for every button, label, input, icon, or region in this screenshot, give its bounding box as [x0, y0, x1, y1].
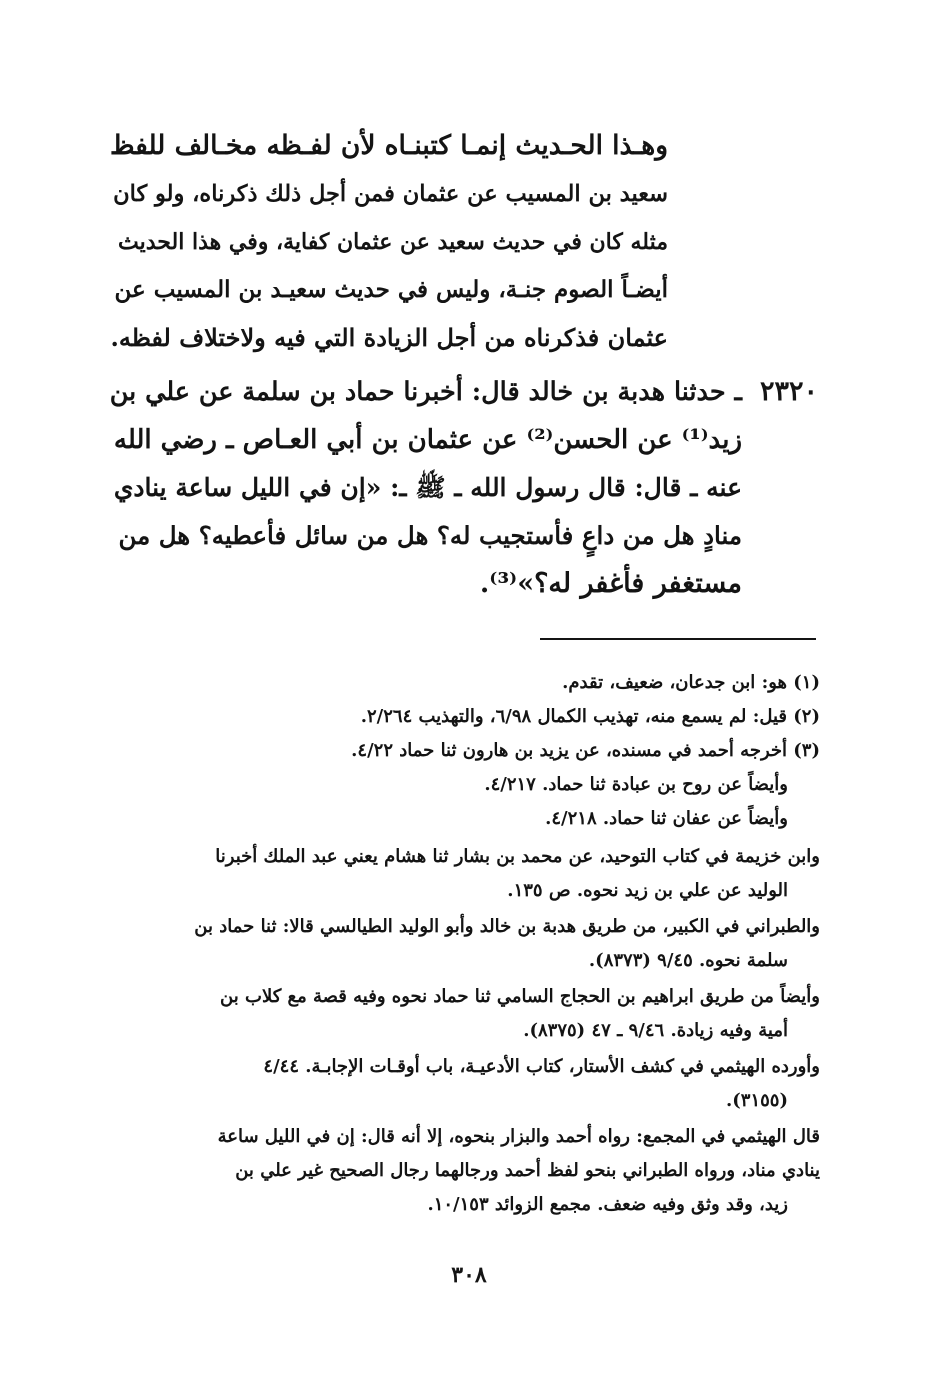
footnote-line: سلمة نحوه. ٩/٤٥ (٨٣٧٣).: [588, 950, 788, 971]
hadith-line: زيد⁽¹⁾ عن الحسن⁽²⁾ عن عثمان بن أبي العـاص ـ رضي الله: [113, 425, 742, 455]
footnote-line: وأورده الهيثمي في كشف الأستار، كتاب الأدعيـة، باب أوقـات الإجابـة. ٤/٤٤: [263, 1056, 820, 1077]
page-number: ٣٠٨: [451, 1262, 487, 1288]
footnote-line: وأيضاً من طريق ابراهيم بن الحجاج السامي ثنا حماد نحوه وفيه قصة مع كلاب بن: [220, 986, 820, 1007]
footnote-line: أمية وفيه زيادة. ٩/٤٦ ـ ٤٧ (٨٣٧٥).: [523, 1020, 788, 1041]
footnote-line: (٣) أخرجه أحمد في مسنده، عن يزيد بن هارون ثنا حماد ٤/٢٢.: [351, 740, 820, 761]
hadith-line: ـ حدثنا هدبة بن خالد قال: أخبرنا حماد بن سلمة عن علي بن: [109, 377, 742, 407]
para1-line: وهـذا الحـديث إنمـا كتبنـاه لأن لفـظه مخـالف للفظ: [109, 130, 668, 161]
footnote-line: (١) هو: ابن جدعان، ضعيف، تقدم.: [562, 672, 820, 693]
footnote-line: ينادي مناد، ورواه الطبراني بنحو لفظ أحمد ورجالهما رجال الصحيح غير علي بن: [235, 1160, 820, 1181]
para1-line: مثله كان في حديث سعيد عن عثمان كفاية، وفي هذا الحديث: [118, 229, 668, 255]
footnote-line: وابن خزيمة في كتاب التوحيد، عن محمد بن بشار ثنا هشام يعني عبد الملك أخبرنا: [215, 846, 820, 867]
footnote-line: زيد، وقد وثق وفيه ضعف. مجمع الزوائد ١٠/١٥٣.: [427, 1194, 788, 1215]
para1-line: عثمان فذكرناه من أجل الزيادة التي فيه ولاختلاف لفظه.: [110, 323, 668, 352]
footnote-line: (٢) قيل: لم يسمع منه، تهذيب الكمال ٦/٩٨، والتهذيب ٢/٢٦٤.: [360, 706, 820, 727]
footnote-separator: [540, 638, 816, 640]
para1-line: أيضـاً الصوم جنـة، وليس في حديث سعيـد بن المسيب عن: [114, 276, 668, 303]
footnote-line: قال الهيثمي في المجمع: رواه أحمد والبزار بنحوه، إلا أنه قال: إن في الليل ساعة: [217, 1126, 820, 1147]
hadith-line: عنه ـ قال: قال رسول الله ـ ﷺ ـ: «إن في الليل ساعة ينادي: [113, 473, 742, 502]
footnote-line: والطبراني في الكبير، من طريق هدبة بن خالد وأبو الوليد الطيالسي قالا: ثنا حماد بن: [194, 916, 820, 937]
footnote-line: (٣١٥٥).: [726, 1090, 788, 1111]
para1-line: سعيد بن المسيب عن عثمان فمن أجل ذلك ذكرناه، ولو كان: [113, 181, 668, 207]
footnote-line: وأيضاً عن عفان ثنا حماد. ٤/٢١٨.: [545, 808, 788, 829]
hadith-line: منادٍ هل من داعٍ فأستجيب له؟ هل من سائل فأعطيه؟ هل من: [118, 521, 742, 550]
hadith-number: ٢٣٢٠: [759, 376, 818, 407]
footnote-line: الوليد عن علي بن زيد نحوه. ص ١٣٥.: [507, 880, 788, 901]
footnote-line: وأيضاً عن روح بن عبادة ثنا حماد. ٤/٢١٧.: [484, 774, 788, 795]
hadith-line: مستغفر فأغفر له؟»⁽³⁾.: [479, 568, 742, 599]
